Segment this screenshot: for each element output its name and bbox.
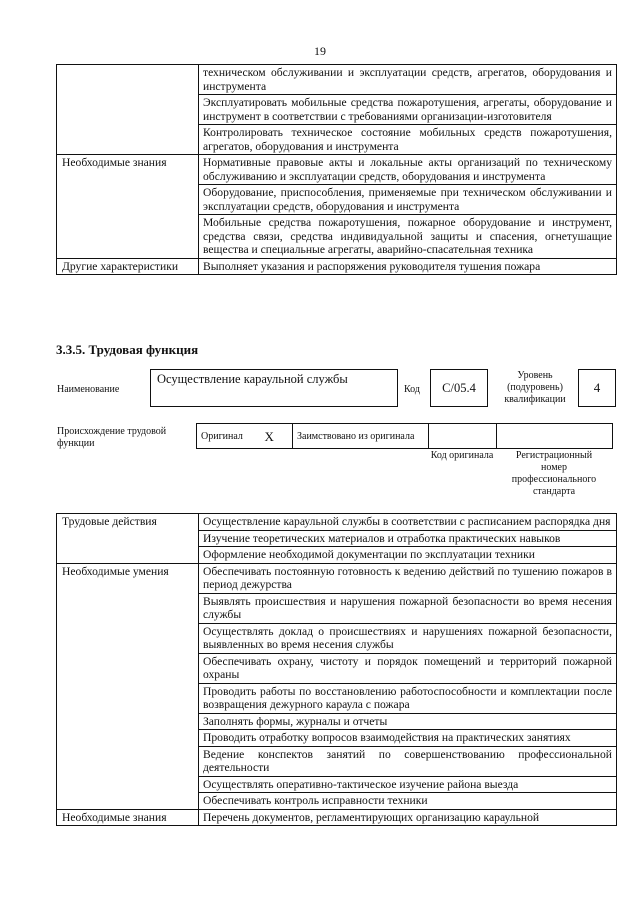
code-original-caption: Код оригинала — [430, 450, 494, 461]
table-cell: Выявлять происшествия и нарушения пожарной безопасности во время несения службы — [199, 593, 617, 623]
original-mark: X — [261, 424, 293, 449]
reg-number-caption: Регистрационный номер профессионального стандарта — [511, 450, 597, 497]
original-label: Оригинал — [197, 424, 261, 449]
table-cell: Осуществление караульной службы в соответствии с расписанием распорядка дня — [199, 514, 617, 531]
table-cell: Перечень документов, регламентирующих организацию караульной — [199, 809, 617, 826]
code-label: Код — [404, 384, 420, 395]
table-cell: Нормативные правовые акты и локальные акты организаций по техническому обслуживанию и эксплуатации средств, оборудования и инструмента — [199, 155, 617, 185]
row-label: Необходимые умения — [57, 563, 199, 809]
table-cell: Осуществлять оперативно-тактическое изучение района выезда — [199, 776, 617, 793]
table-row — [57, 809, 617, 826]
name-label: Наименование — [57, 384, 120, 395]
table-cell: Осуществлять доклад о происшествиях и нарушениях пожарной безопасности, выявленных во время несения службы — [199, 623, 617, 653]
table-cell: Выполняет указания и распоряжения руководителя тушения пожара — [199, 258, 617, 275]
code-original-cell — [429, 424, 497, 449]
reg-number-cell — [497, 424, 613, 449]
table-row — [57, 155, 617, 185]
table-cell: Проводить работы по восстановлению работоспособности и комплектации после возвращения дежурного караула с пожара — [199, 683, 617, 713]
table-cell: Изучение теоретических материалов и отработка практических навыков — [199, 530, 617, 547]
origin-table — [196, 423, 613, 449]
requirements-table-bottom — [56, 513, 617, 826]
row-label: Трудовые действия — [57, 514, 199, 564]
borrowed-label: Заимствовано из оригинала — [293, 424, 429, 449]
table-cell: Обеспечивать контроль исправности техники — [199, 793, 617, 810]
page-number: 19 — [314, 44, 326, 58]
row-label: Необходимые знания — [57, 809, 199, 826]
function-name-value: Осуществление караульной службы — [150, 369, 398, 407]
table-row — [57, 258, 617, 275]
requirements-table-top — [56, 64, 617, 275]
level-value: 4 — [578, 369, 616, 407]
row-label: Другие характеристики — [57, 258, 199, 275]
table-cell: Контролировать техническое состояние мобильных средств пожаротушения, агрегатов, оборудования и инструмента — [199, 125, 617, 155]
table-cell: Ведение конспектов занятий по совершенствованию профессиональной деятельности — [199, 746, 617, 776]
table-cell: Обеспечивать охрану, чистоту и порядок помещений и территорий пожарной охраны — [199, 653, 617, 683]
table-cell: Оборудование, приспособления, применяемые при техническом обслуживании и эксплуатации средств, оборудования и инструмента — [199, 185, 617, 215]
table-cell: Эксплуатировать мобильные средства пожаротушения, агрегаты, оборудование и инструмент в соответствии с требованиями организации-изготовителя — [199, 95, 617, 125]
table-cell: Мобильные средства пожаротушения, пожарное оборудование и инструмент, средства связи, средства индивидуальной защиты и спасения, огнетушащие вещества и специальные агрегаты, аварийно-спасательная техника — [199, 215, 617, 259]
table-row — [57, 65, 617, 95]
table-cell: Оформление необходимой документации по эксплуатации техники — [199, 547, 617, 564]
row-label: Необходимые знания — [57, 155, 199, 259]
table-cell: Проводить отработку вопросов взаимодействия на практических занятиях — [199, 730, 617, 747]
origin-label: Происхождение трудовой функции — [57, 426, 167, 449]
table-cell: Обеспечивать постоянную готовность к ведению действий по тушению пожаров в период дежурства — [199, 563, 617, 593]
table-row — [57, 514, 617, 531]
function-code-value: C/05.4 — [430, 369, 488, 407]
table-cell: Заполнять формы, журналы и отчеты — [199, 713, 617, 730]
table-cell: техническом обслуживании и эксплуатации средств, агрегатов, оборудования и инструмента — [199, 65, 617, 95]
row-label — [57, 65, 199, 155]
section-title: 3.3.5. Трудовая функция — [56, 342, 199, 357]
level-label: Уровень (подуровень) квалификации — [504, 370, 566, 405]
table-row — [57, 563, 617, 593]
